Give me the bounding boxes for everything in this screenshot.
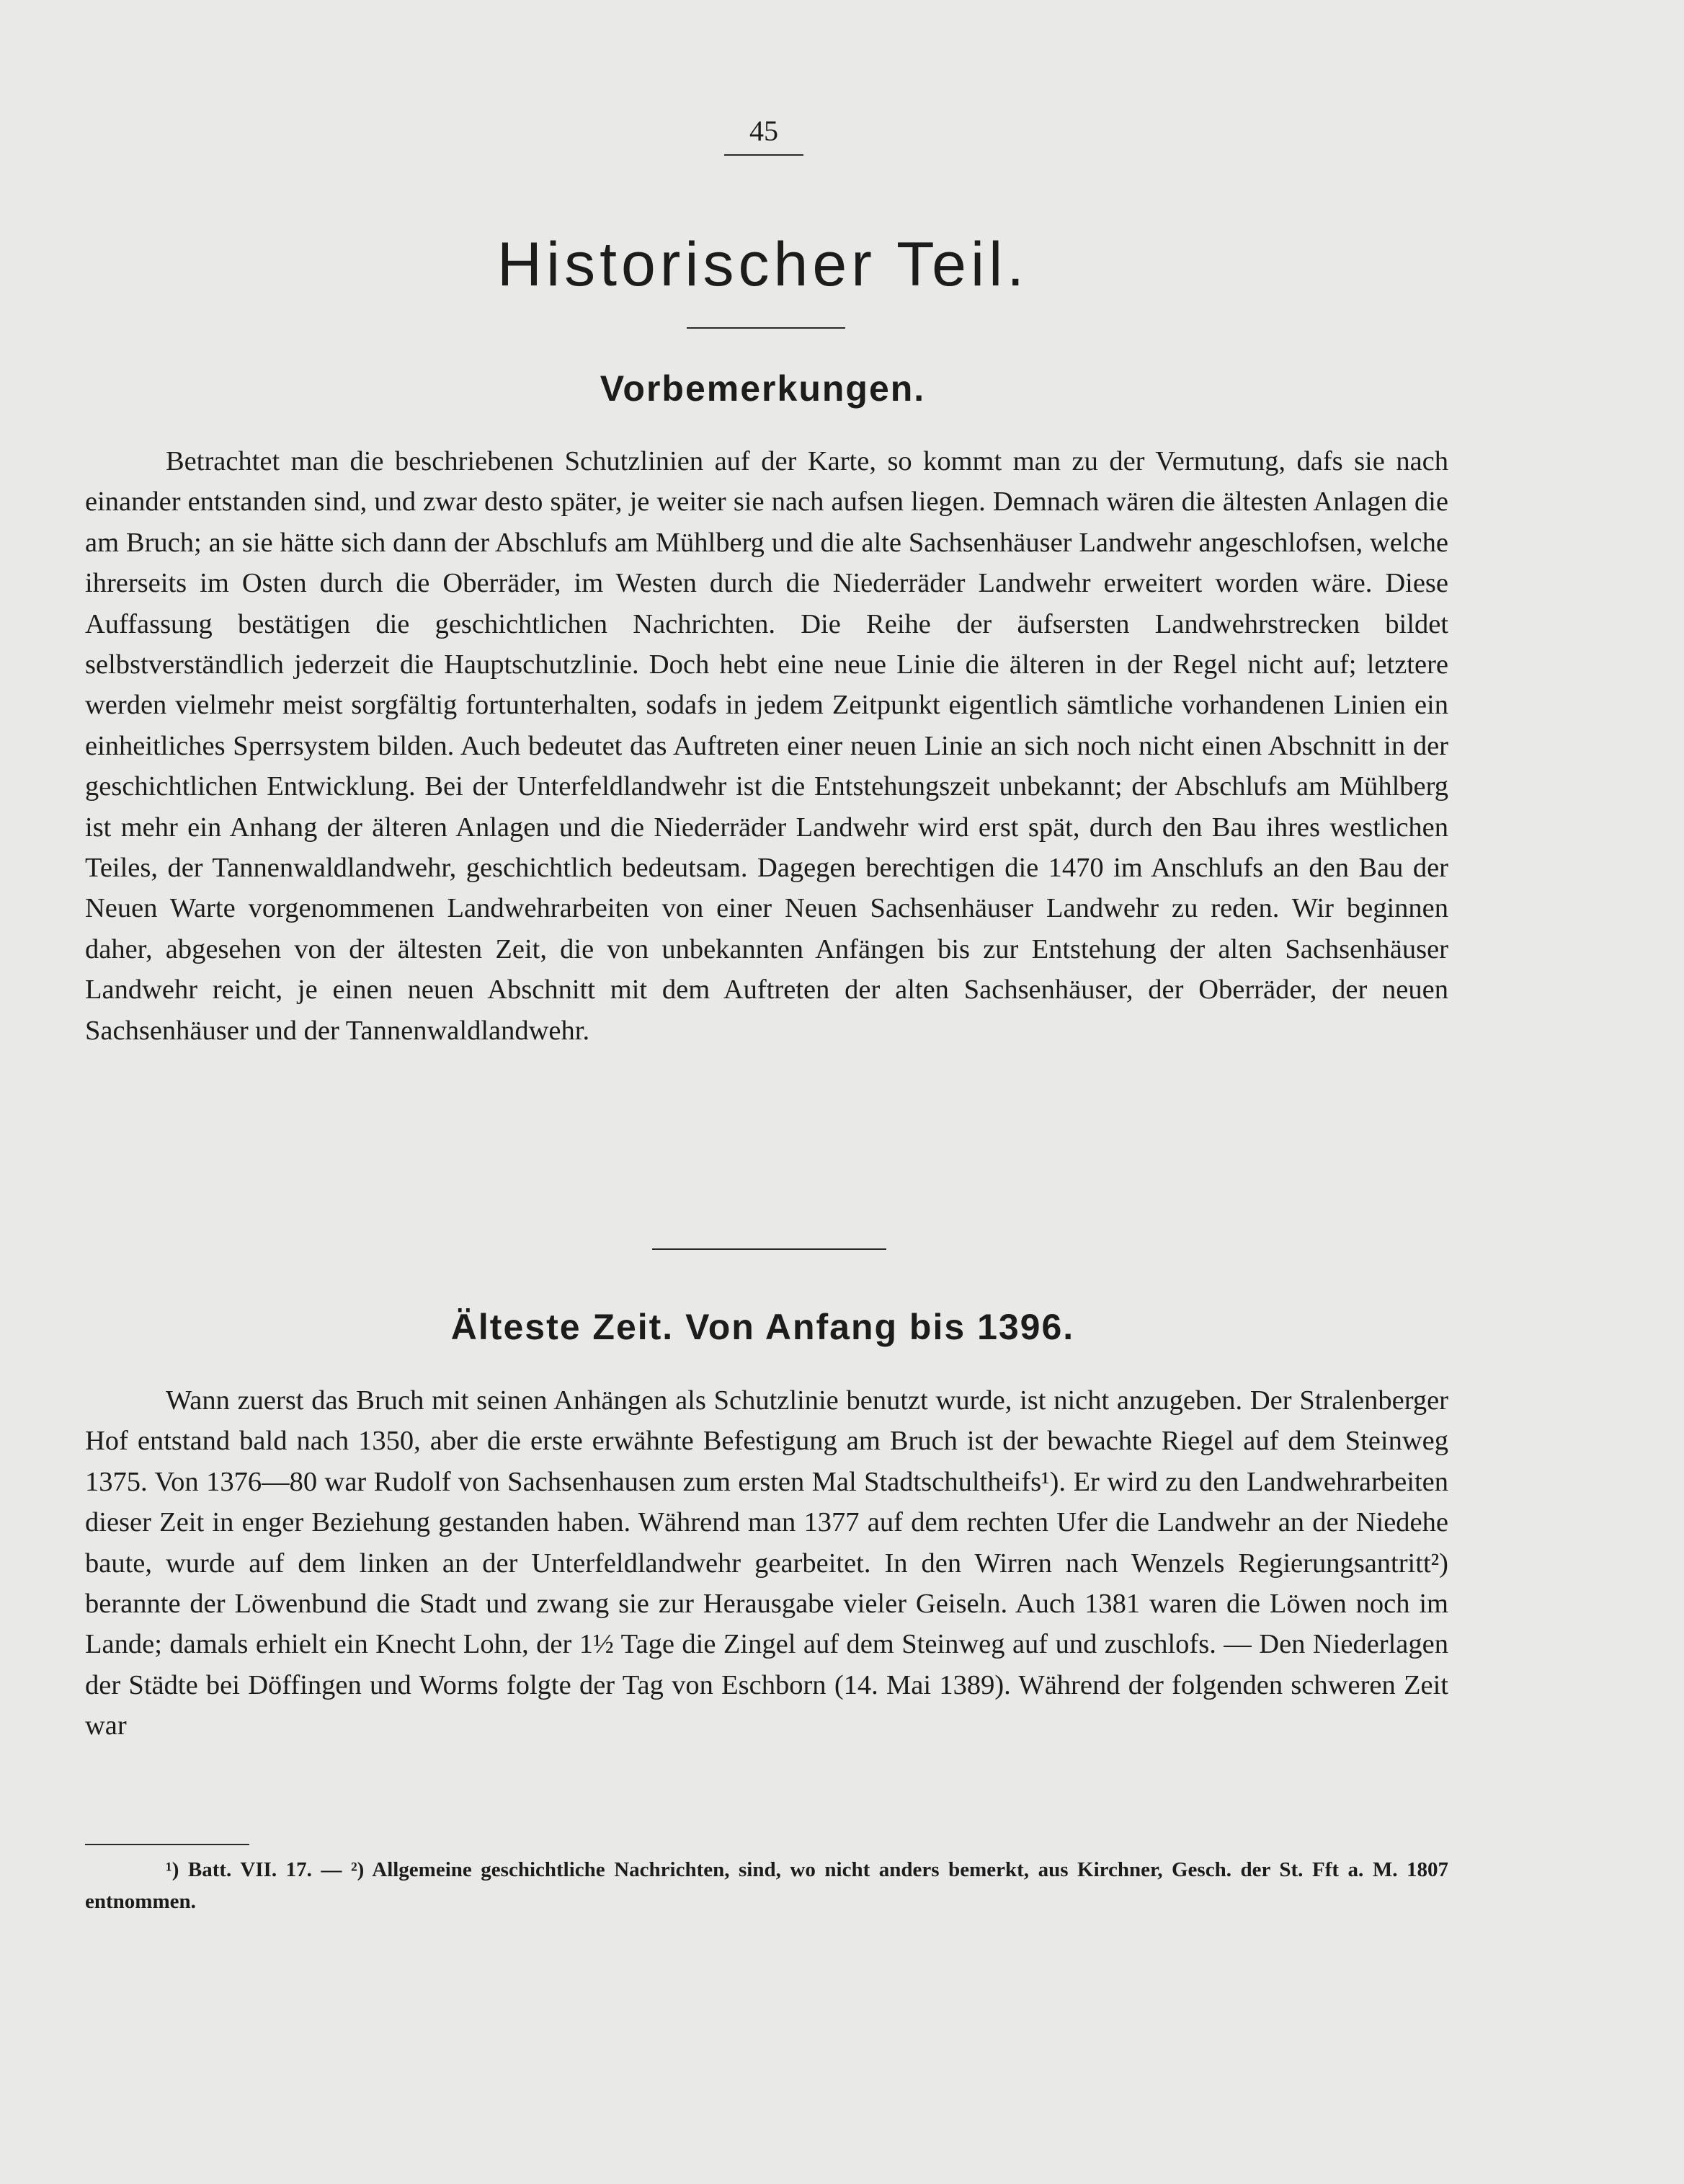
page-number-rule bbox=[724, 154, 803, 156]
page-title: Historischer Teil. bbox=[496, 230, 1029, 299]
page-number: 45 bbox=[749, 115, 778, 147]
section-heading-aelteste-zeit: Älteste Zeit. Von Anfang bis 1396. bbox=[450, 1307, 1075, 1347]
footnotes: ¹) Batt. VII. 17. — ²) Allgemeine geschichtliche Nachrichten, sind, wo nicht anders bemerkt, aus Kirchner, Gesch. der St. Fft a. M. 1807 entnommen. bbox=[85, 1858, 1448, 1913]
title-rule bbox=[687, 327, 845, 329]
footnote-rule bbox=[85, 1844, 249, 1845]
section-heading-vorbemerkungen: Vorbemerkungen. bbox=[600, 368, 926, 409]
section-divider bbox=[652, 1248, 886, 1250]
section-paragraph-vorbemerkungen: Betrachtet man die beschriebenen Schutzlinien auf der Karte, so kommt man zu der Vermutung, dafs sie nach einander entstanden sind, und zwar desto später, je weiter sie nach aufsen liegen. Demnach wären die ältesten Anlagen die am Bruch; an sie hätte sich dann der Abschlufs am Mühlberg und die alte Sachsenhäuser Landwehr angeschlofsen, welche ihrerseits im Osten durch die Oberräder, im Westen durch die Niederräder Landwehr erweitert worden wäre. Diese Auffassung bestätigen die geschichtlichen Nachrichten. Die Reihe der äufsersten Landwehrstrecken bildet selbstverständlich jederzeit die Hauptschutzlinie. Doch hebt eine neue Linie die älteren in der Regel nicht auf; letztere werden vielmehr meist sorgfältig fortunterhalten, sodafs in jedem Zeitpunkt eigentlich sämtliche vorhandenen Linien ein einheitliches Sperrsystem bilden. Auch bedeutet das Auftreten einer neuen Linie an sich noch nicht einen Abschnitt in der geschichtlichen Entwicklung. Bei der Unterfeldlandwehr ist die Entstehungszeit unbekannt; der Abschlufs am Mühlberg ist mehr ein Anhang der älteren Anlagen und die Niederräder Landwehr wird erst spät, durch den Bau ihres westlichen Teiles, der Tannenwaldlandwehr, geschichtlich bedeutsam. Dagegen berechtigen die 1470 im Anschlufs an den Bau der Neuen Warte vorgenommenen Landwehrarbeiten von einer Neuen Sachsenhäuser Landwehr zu reden. Wir beginnen daher, abgesehen von der ältesten Zeit, die von unbekannten Anfängen bis zur Entstehung der alten Sachsenhäuser Landwehr reicht, je einen neuen Abschnitt mit dem Auftreten der alten Sachsenhäuser, der Oberräder, der neuen Sachsenhäuser und der Tannenwaldlandwehr. bbox=[85, 446, 1448, 1046]
section-paragraph-aelteste-zeit: Wann zuerst das Bruch mit seinen Anhängen als Schutzlinie benutzt wurde, ist nicht anzugeben. Der Stralenberger Hof entstand bald nach 1350, aber die erste erwähnte Befestigung am Bruch ist der bewachte Riegel auf dem Steinweg 1375. Von 1376—80 war Rudolf von Sachsenhausen zum ersten Mal Stadtschultheifs¹). Er wird zu den Landwehrarbeiten dieser Zeit in enger Beziehung gestanden haben. Während man 1377 auf dem rechten Ufer die Landwehr an der Niedehe baute, wurde auf dem linken an der Unterfeldlandwehr gearbeitet. In den Wirren nach Wenzels Regierungsantritt²) berannte der Löwenbund die Stadt und zwang sie zur Herausgabe vieler Geiseln. Auch 1381 waren die Löwen noch im Lande; damals erhielt ein Knecht Lohn, der 1½ Tage die Zingel auf dem Steinweg auf und zuschlofs. — Den Niederlagen der Städte bei Döffingen und Worms folgte der Tag von Eschborn (14. Mai 1389). Während der folgenden schweren Zeit war bbox=[85, 1385, 1448, 1741]
